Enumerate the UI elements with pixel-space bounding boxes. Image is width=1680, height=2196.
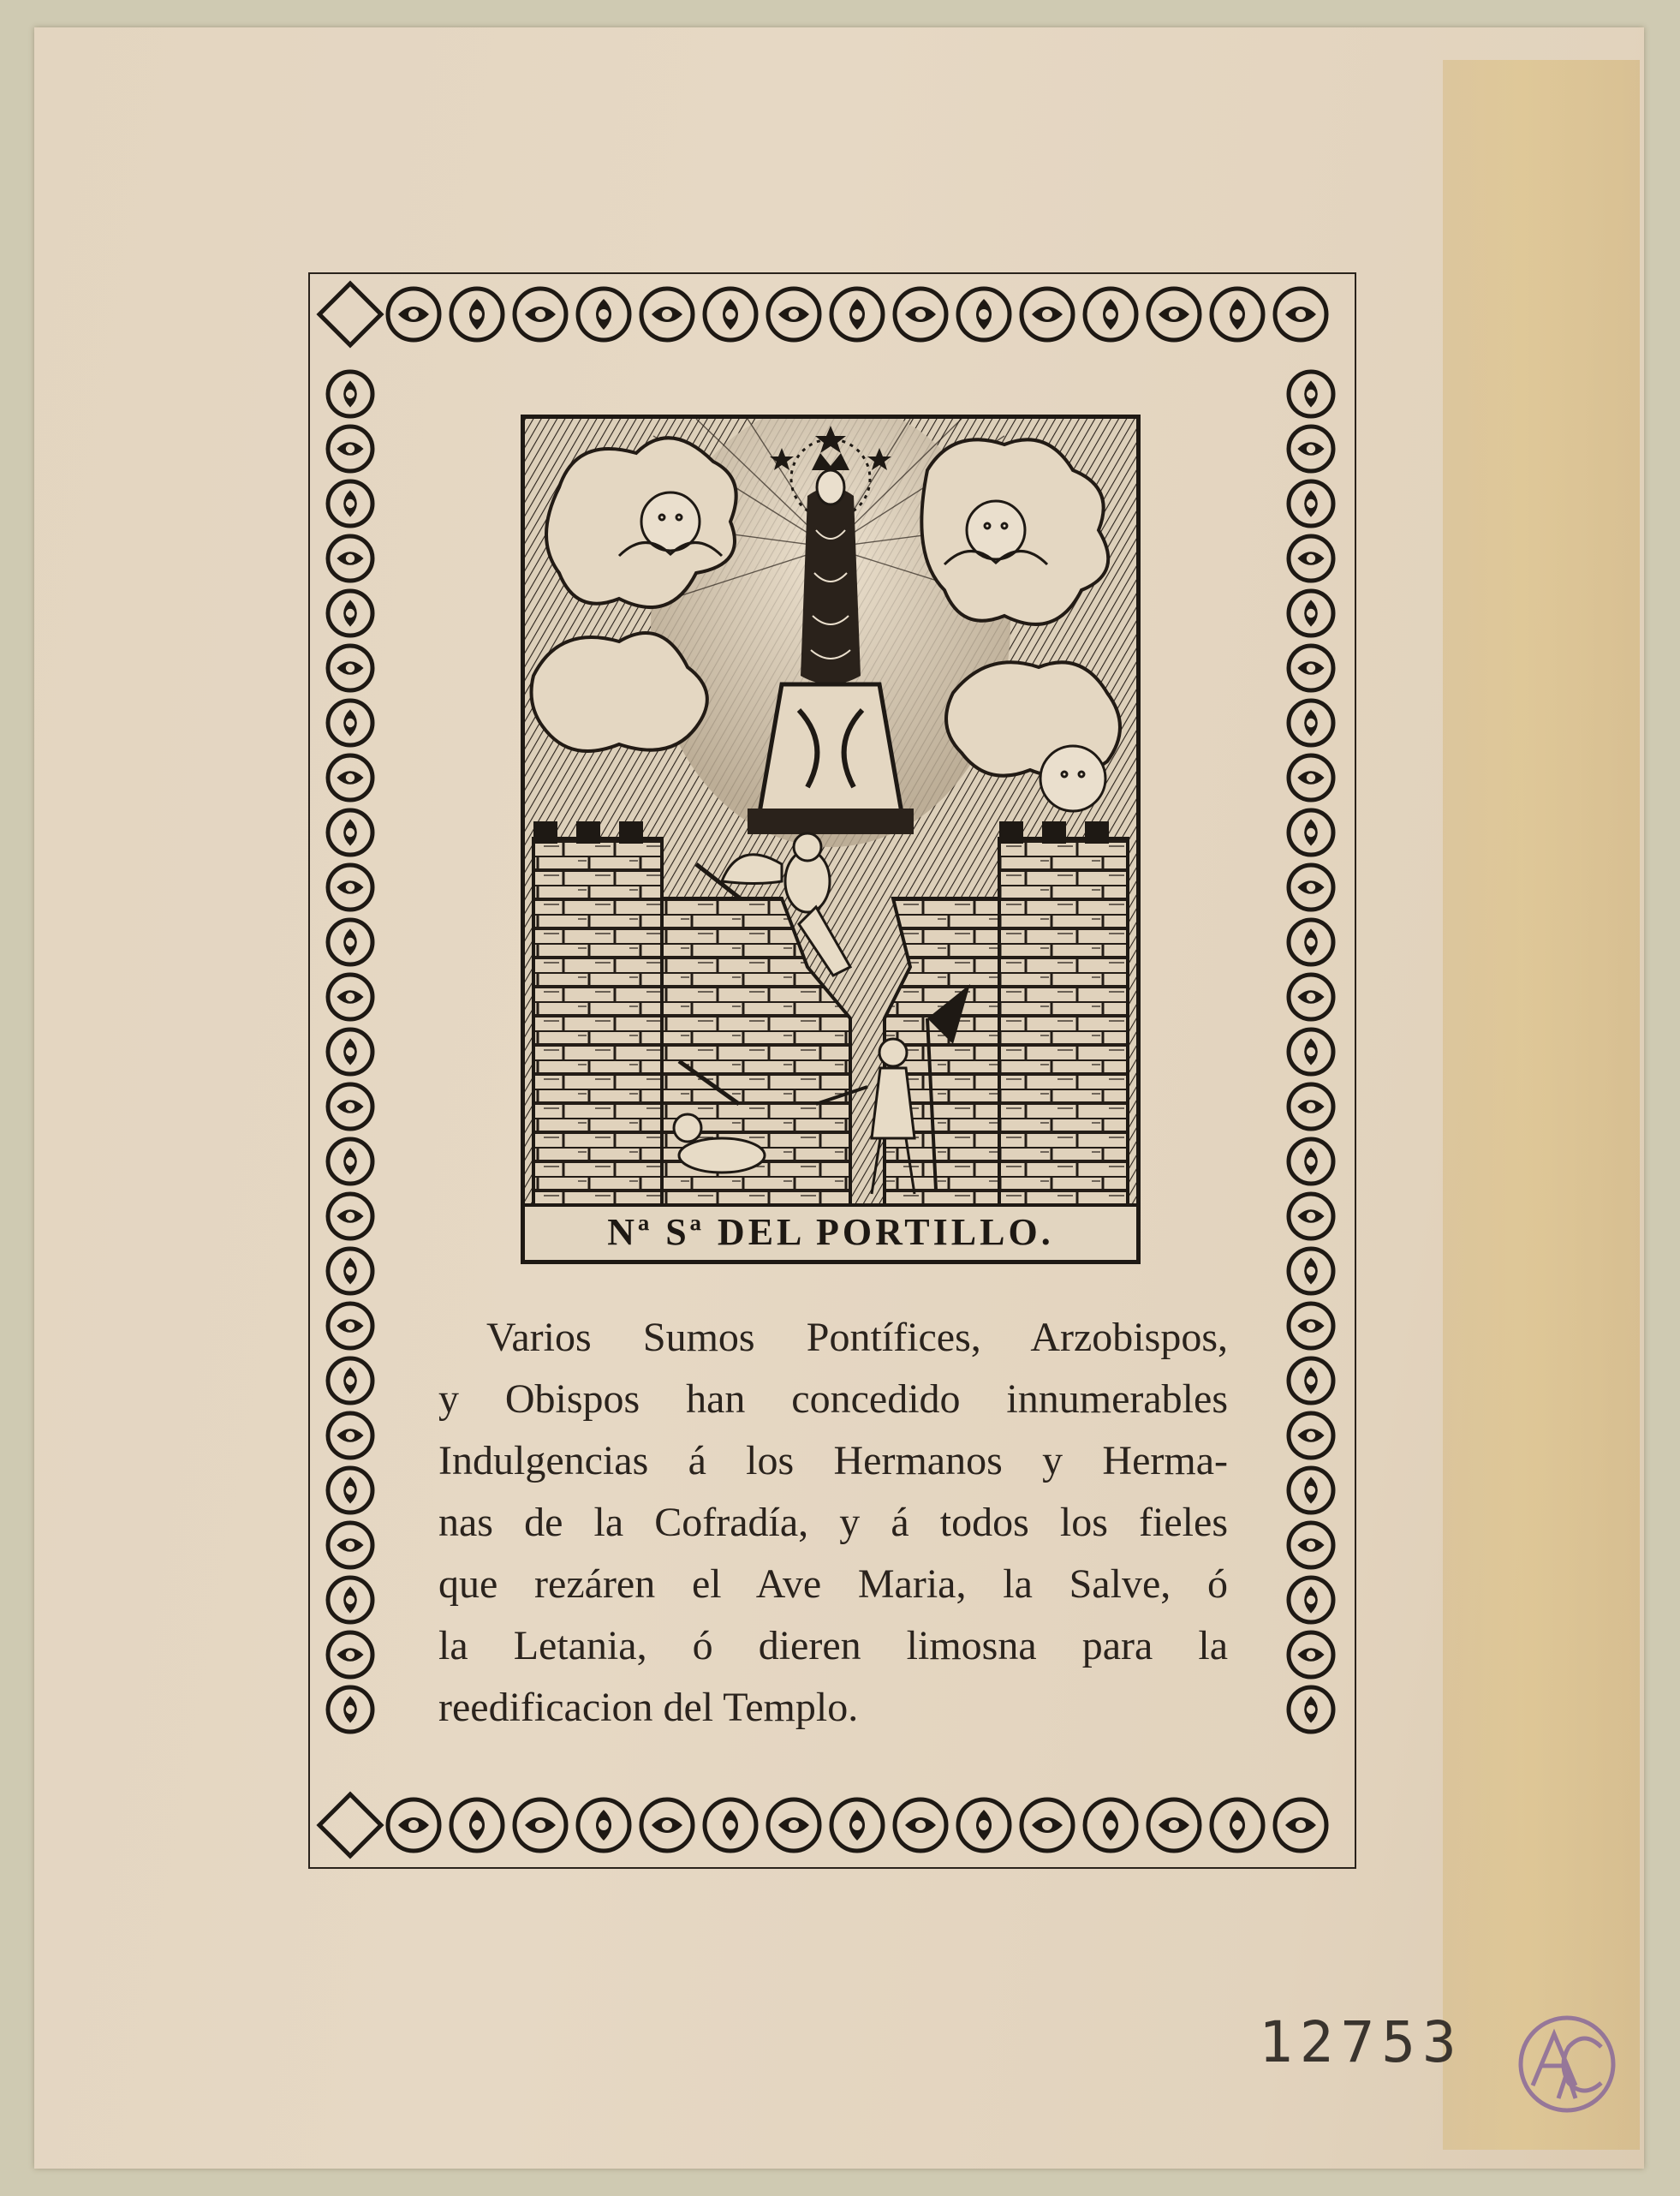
scroll-ornament-icon xyxy=(1289,1468,1333,1513)
scroll-ornament-icon xyxy=(1289,536,1333,581)
scroll-ornament-icon xyxy=(451,289,503,340)
scroll-ornament-icon xyxy=(328,1029,372,1074)
scroll-ornament-icon xyxy=(958,289,1010,340)
scroll-ornament-icon xyxy=(768,1799,819,1851)
scroll-ornament-icon xyxy=(1289,1632,1333,1677)
text-line: Indulgencias á los Hermanos y Herma- xyxy=(438,1438,1228,1483)
scroll-ornament-icon xyxy=(1289,1084,1333,1129)
scroll-ornament-icon xyxy=(831,1799,883,1851)
scroll-ornament-icon xyxy=(1289,920,1333,964)
scroll-ornament-icon xyxy=(1289,1413,1333,1458)
border-top-ornament xyxy=(310,274,1351,355)
scroll-ornament-icon xyxy=(515,289,566,340)
scroll-ornament-icon xyxy=(328,1578,372,1622)
scroll-ornament-icon xyxy=(705,289,756,340)
scroll-ornament-icon xyxy=(328,1194,372,1238)
scroll-ornament-icon xyxy=(1212,1799,1263,1851)
scroll-ornament-icon xyxy=(328,536,372,581)
scroll-ornament-icon xyxy=(1289,1139,1333,1184)
scroll-ornament-icon xyxy=(328,810,372,855)
scroll-ornament-icon xyxy=(1289,975,1333,1019)
library-stamp-icon xyxy=(1507,2004,1627,2124)
scroll-ornament-icon xyxy=(451,1799,503,1851)
scroll-ornament-icon xyxy=(705,1799,756,1851)
scroll-ornament-icon xyxy=(1022,289,1073,340)
scroll-ornament-icon xyxy=(1148,1799,1200,1851)
scroll-ornament-icon xyxy=(641,289,693,340)
scroll-ornament-icon xyxy=(328,1523,372,1567)
scroll-ornament-icon xyxy=(1289,1194,1333,1238)
scroll-ornament-icon xyxy=(895,1799,946,1851)
text-line: reedificacion del Templo. xyxy=(438,1685,859,1730)
scroll-ornament-icon xyxy=(1289,810,1333,855)
scroll-ornament-icon xyxy=(328,1358,372,1403)
scroll-ornament-icon xyxy=(1289,755,1333,800)
scroll-ornament-icon xyxy=(328,755,372,800)
text-line: que rezáren el Ave Maria, la Salve, ó xyxy=(438,1561,1228,1607)
scroll-ornament-icon xyxy=(388,1799,439,1851)
scroll-ornament-icon xyxy=(328,427,372,471)
scroll-ornament-icon xyxy=(328,481,372,526)
scroll-ornament-icon xyxy=(388,289,439,340)
scroll-ornament-icon xyxy=(328,372,372,416)
scroll-ornament-icon xyxy=(328,591,372,636)
scroll-ornament-icon xyxy=(831,289,883,340)
indulgence-text xyxy=(438,1307,1228,1739)
scroll-ornament-icon xyxy=(1212,289,1263,340)
scroll-ornament-icon xyxy=(958,1799,1010,1851)
text-line: la Letania, ó dieren limosna para la xyxy=(438,1623,1228,1668)
woodcut-illustration xyxy=(521,415,1141,1264)
scroll-ornament-icon xyxy=(768,289,819,340)
border-bottom-ornament xyxy=(310,1785,1351,1865)
scroll-ornament-icon xyxy=(1148,289,1200,340)
scroll-ornament-icon xyxy=(1289,701,1333,745)
text-line: Varios Sumos Pontífices, Arzobispos, xyxy=(486,1315,1228,1360)
scroll-ornament-icon xyxy=(1289,1304,1333,1348)
scroll-ornament-icon xyxy=(1289,1249,1333,1293)
scroll-ornament-icon xyxy=(1289,372,1333,416)
scroll-ornament-icon xyxy=(328,1687,372,1732)
image-caption: Nª Sª DEL PORTILLO. xyxy=(525,1203,1136,1260)
inventory-number: 12753 xyxy=(1259,2009,1463,2075)
scroll-ornament-icon xyxy=(328,1468,372,1513)
scroll-ornament-icon xyxy=(328,975,372,1019)
scroll-ornament-icon xyxy=(1289,646,1333,690)
scroll-ornament-icon xyxy=(1289,1029,1333,1074)
scroll-ornament-icon xyxy=(1289,1523,1333,1567)
border-right-ornament xyxy=(1271,274,1351,1865)
tape-strip xyxy=(1443,60,1640,2150)
scroll-ornament-icon xyxy=(1289,1578,1333,1622)
scroll-ornament-icon xyxy=(328,1139,372,1184)
scroll-ornament-icon xyxy=(1289,591,1333,636)
text-line: nas de la Cofradía, y á todos los fieles xyxy=(438,1500,1228,1545)
scroll-ornament-icon xyxy=(328,1084,372,1129)
scroll-ornament-icon xyxy=(1289,865,1333,910)
scroll-ornament-icon xyxy=(1289,427,1333,471)
scroll-ornament-icon xyxy=(578,289,629,340)
scroll-ornament-icon xyxy=(1289,1687,1333,1732)
scroll-ornament-icon xyxy=(1022,1799,1073,1851)
text-line: y Obispos han concedido innumerables xyxy=(438,1376,1228,1422)
scroll-ornament-icon xyxy=(328,1632,372,1677)
scroll-ornament-icon xyxy=(328,1249,372,1293)
scroll-ornament-icon xyxy=(328,1304,372,1348)
scroll-ornament-icon xyxy=(515,1799,566,1851)
scroll-ornament-icon xyxy=(1289,481,1333,526)
scroll-ornament-icon xyxy=(328,1413,372,1458)
virgin-portillo-engraving xyxy=(525,419,1136,1205)
scroll-ornament-icon xyxy=(328,646,372,690)
scroll-ornament-icon xyxy=(1085,289,1136,340)
scroll-ornament-icon xyxy=(1289,1358,1333,1403)
scroll-ornament-icon xyxy=(328,865,372,910)
scroll-ornament-icon xyxy=(328,701,372,745)
border-left-ornament xyxy=(310,274,390,1865)
scroll-ornament-icon xyxy=(578,1799,629,1851)
scroll-ornament-icon xyxy=(328,920,372,964)
scroll-ornament-icon xyxy=(895,289,946,340)
scroll-ornament-icon xyxy=(641,1799,693,1851)
scroll-ornament-icon xyxy=(1085,1799,1136,1851)
